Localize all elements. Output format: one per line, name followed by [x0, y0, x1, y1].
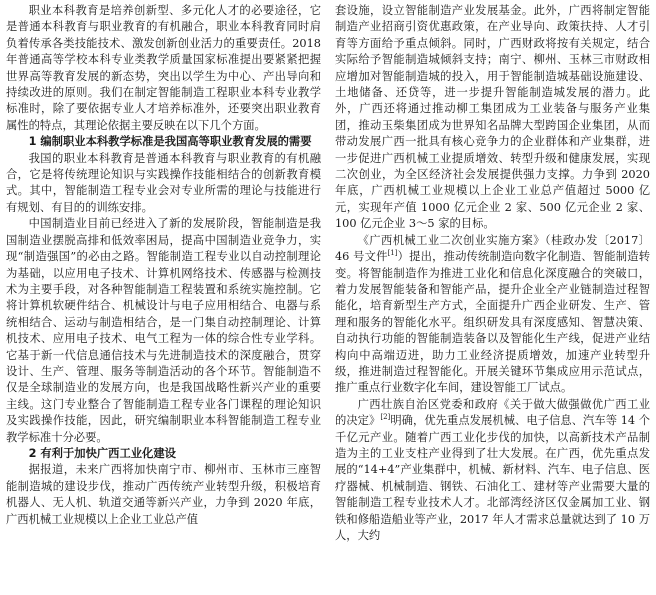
- paragraph-text: 广西壮族自治区党委和政府《关于做大做强做优广西工业的决定》: [335, 397, 650, 428]
- paragraph-text: 《广西机械工业二次创业实施方案》（桂政办发〔2017〕46 号文件: [335, 233, 650, 264]
- paragraph: 我国的职业本科教育是普通本科教育与职业教育的有机融合，它是将传统理论知识与实践操作技能相结合的创新教育模式。其中，智能制造工程专业会对专业所需的理论与技能进行有规划、有目的的训练安排。: [6, 151, 321, 214]
- paragraph: 据报道，未来广西将加快南宁市、柳州市、玉林市三座智能制造城的建设步伐，推动广西传统产业转型升级，积极培育机器人、无人机、轨道交通等新兴产业，力争到 2020 年底，广西机械工业规模以上企业工业总产值: [6, 463, 321, 526]
- paragraph: 中国制造业目前已经进入了新的发展阶段，智能制造是我国制造业摆脱高排和低效率困局，提高中国制造业竞争力，实现“制造强国”的必由之路。智能制造工程专业以自动控制理论为基础，以应用电子技术、计算机网络技术、传感器与检测技术为主要手段，对各种智能制造工程装置和系统实施控制。它将计算机软硬件结合、机械设计与电子应用相结合、电器与系统相结合、运动与制造相结合，是一门集自动控制理论、计算机技术、应用电子技术、电气工程为一体的综合性专业学科。它基于新一代信息通信技术与先进制造技术的深度融合，贯穿设计、生产、管理、服务等制造活动的各个环节。智能制造不仅是全球制造业的发展方向，也是我国战略性新兴产业的重要主线。这门专业整合了智能制造工程专业各门课程的理论知识及实践操作技能，因此，研究编制职业本科智能制造工程专业教学标准十分必要。: [6, 217, 321, 444]
- citation-1: [1]: [387, 249, 398, 258]
- left-column: [6, 3, 321, 595]
- right-column: [335, 3, 650, 595]
- paragraph: 职业本科教育是培养创新型、多元化人才的必要途径，它是普通本科教育与职业教育的有机融合，职业本科教育同时肩负着传承各类技能技术、激发创新创业活力的重要责任。2018 年普通高等学校本科专业类教学质量国家标准提出要紧紧把握世界高等教育发展的新态势，突出以学生为中心、产出导向和持续改进的原则。我们在制定智能制造工程职业本科专业教学标准时，除了要依据专业人才培养标准外，还要突出职业教育属性的特点，其理论依据主要反映在以下几个方面。: [6, 4, 321, 132]
- paragraph-text: 明确，优先重点发展机械、电子信息、汽车等 14 个千亿元产业。随着广西工业化步伐的加快，以高新技术产品制造为主的工业支柱产业得到了壮大发展。在广西，优先重点发展的“14+4”产业集群中，机械、新材料、汽车、电子信息、医疗器械、机械制造、钢铁、石油化工、建材等产业需要大量的智能制造工程专业技术人才。北部湾经济区仅金属加工业、钢铁和修船造船业等产业，2017 年人才需求总量就达到了 10 万人，大约: [335, 414, 650, 542]
- paragraph: [335, 233, 650, 397]
- paragraph: [335, 397, 650, 545]
- section-heading-1: 1 编制职业本科教学标准是我国高等职业教育发展的需要: [28, 135, 312, 149]
- paragraph-text: ）提出，推动传统制造向数字化制造、智能制造转变。将智能制造作为推进工业化和信息化深度融合的突破口，着力发展智能装备和智能产品，提升企业全产业链制造过程智能化，培育新型生产方式，全面提升广西企业研发、生产、管理和服务的智能化水平。组织研发具有深度感知、智慧决策、自动执行功能的智能制造装备以及智能化生产线，促进产业结构向中高端迈进，助力工业经济提质增效，加速产业转型升级，推进制造过程智能化。开展关键环节集成应用示范试点，推广重点行业数字化车间，建设智能工厂试点。: [335, 250, 650, 395]
- section-heading-2: 2 有利于加快广西工业化建设: [28, 446, 176, 460]
- paragraph-continued: 套设施，设立智能制造产业发展基金。此外，广西将制定智能制造产业招商引资优惠政策，在产业导向、政策扶持、人才引育等方面给予重点倾斜。同时，广西财政将按有关规定，结合实际给予智能制造城倾斜支持；南宁、柳州、玉林三市财政相应增加对智能制造城的投入，用于智能制造城基础设施建设、土地储备、还贷等，进一步提升智能制造城发展的潜力。此外，广西还将通过推动柳工集团成为工业装备与服务产业集团，推动玉柴集团成为世界知名品牌大型跨国企业集团，从而带动发展广西一批具有核心竞争力的企业群体和产业集群，进一步促进广西机械工业提质增效、转型升级和健康发展，实现二次创业，为全区经济社会发展提供强力支撑。力争到 2020 年底，广西机械工业规模以上企业工业总产值超过 5000 亿元，实现年产值 1000 亿元企业 2 家、500 亿元企业 2 家、100 亿元企业 3～5 家的目标。: [335, 4, 650, 231]
- citation-2: [2]: [380, 413, 391, 422]
